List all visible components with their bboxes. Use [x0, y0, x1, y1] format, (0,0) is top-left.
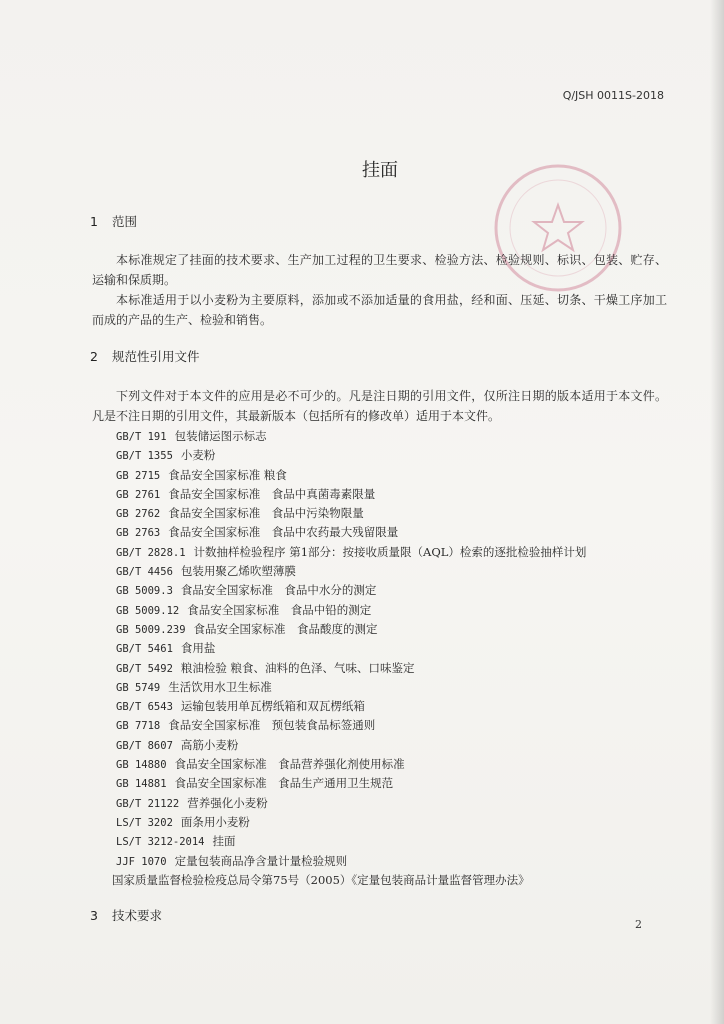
list-item [116, 543, 586, 562]
reference-code: GB 5749 [116, 681, 161, 694]
list-item [116, 697, 586, 716]
reference-title: 营养强化小麦粉 [187, 795, 268, 810]
list-item [112, 871, 586, 890]
reference-code: GB/T 21122 [116, 797, 180, 810]
list-item [116, 678, 586, 697]
reference-code: GB/T 4456 [116, 566, 173, 579]
reference-title: 定量包装商品净含量计量检验规则 [174, 853, 348, 868]
list-item [116, 794, 586, 813]
reference-code: GB 2715 [116, 469, 161, 482]
list-item [116, 774, 586, 793]
reference-code: GB/T 5492 [116, 662, 173, 675]
reference-list [112, 427, 587, 890]
reference-code: GB/T 8607 [116, 739, 173, 752]
reference-code: LS/T 3212-2014 [116, 836, 205, 849]
list-item [116, 852, 586, 871]
reference-title: 食品安全国家标准 食品中真菌毒素限量 [168, 486, 376, 501]
reference-title: 面条用小麦粉 [180, 814, 250, 829]
reference-code: GB 5009.12 [116, 604, 180, 617]
list-item [116, 523, 586, 542]
reference-title: 食品安全国家标准 食品中污染物限量 [168, 506, 364, 521]
list-item [116, 620, 586, 639]
reference-title: 食品安全国家标准 食品中农药最大残留限量 [168, 525, 399, 540]
list-item [116, 813, 586, 832]
scope-paragraph-1: 本标准规定了挂面的技术要求、生产加工过程的卫生要求、检验方法、检验规则、标识、包装、贮存、运输和保质期。 [92, 253, 667, 287]
reference-title: 挂面 [212, 834, 236, 849]
list-item [116, 562, 586, 581]
reference-title: 高筋小麦粉 [180, 737, 239, 752]
reference-title: 食用盐 [180, 641, 216, 656]
list-item [116, 639, 586, 658]
reference-code: GB 2761 [116, 488, 161, 501]
scan-edge-shadow [710, 0, 724, 1024]
reference-title: 食品安全国家标准 食品酸度的测定 [193, 621, 378, 636]
reference-title: 食品安全国家标准 食品中水分的测定 [180, 583, 377, 598]
list-item [116, 485, 586, 504]
list-item [116, 736, 586, 755]
reference-title: 国家质量监督检验检疫总局令第75号（2005）《定量包装商品计量监督管理办法》 [112, 872, 530, 887]
reference-code: GB 2762 [116, 508, 161, 521]
list-item [116, 581, 586, 600]
reference-title: 运输包装用单瓦楞纸箱和双瓦楞纸箱 [180, 699, 365, 714]
reference-code: GB 14880 [116, 759, 167, 772]
reference-code: GB/T 1355 [116, 450, 173, 463]
reference-code: GB 7718 [116, 720, 161, 733]
scope-paragraph-2: 本标准适用于以小麦粉为主要原料，添加或不添加适量的食用盐，经和面、压延、切条、干燥工序加工而成的产品的生产、检验和销售。 [92, 293, 667, 327]
reference-code: GB/T 2828.1 [116, 546, 186, 559]
section-heading-normative-references [90, 347, 200, 365]
section-heading-scope [90, 212, 137, 230]
reference-code: GB 5009.239 [116, 623, 186, 636]
reference-title: 小麦粉 [180, 448, 216, 463]
section-title: 技术要求 [112, 908, 163, 923]
reference-title: 生活饮用水卫生标准 [168, 679, 272, 694]
reference-title: 食品安全国家标准 粮食 [168, 467, 287, 482]
list-item [116, 446, 586, 465]
reference-code: GB/T 191 [116, 431, 167, 443]
section-number: 3 [90, 908, 98, 923]
list-item [116, 601, 586, 620]
reference-title: 食品安全国家标准 食品生产通用卫生规范 [174, 776, 394, 791]
reference-code: GB 14881 [116, 778, 167, 791]
section-number: 2 [90, 349, 98, 364]
reference-title: 包装用聚乙烯吹塑薄膜 [180, 564, 296, 579]
reference-code: GB/T 6543 [116, 701, 173, 714]
section-heading-technical-requirements [90, 906, 162, 924]
reference-code: GB/T 5461 [116, 643, 173, 656]
list-item [116, 427, 586, 446]
reference-code: GB 5009.3 [116, 585, 173, 598]
list-item [116, 504, 586, 523]
reference-code: GB 2763 [116, 527, 161, 540]
reference-code: LS/T 3202 [116, 816, 173, 829]
reference-title: 食品安全国家标准 预包装食品标签通则 [168, 718, 376, 733]
section-number: 1 [90, 214, 98, 229]
section-title: 规范性引用文件 [112, 349, 200, 364]
reference-title: 包装储运图示标志 [174, 429, 267, 443]
list-item [116, 716, 586, 735]
list-item [116, 466, 586, 485]
section-title: 范围 [112, 214, 138, 229]
page-number: 2 [635, 918, 642, 931]
reference-code: JJF 1070 [116, 855, 167, 868]
list-item [116, 755, 586, 774]
references-intro: 下列文件对于本文件的应用是必不可少的。凡是注日期的引用文件，仅所注日期的版本适用于本文件。凡是不注日期的引用文件，其最新版本（包括所有的修改单）适用于本文件。 [92, 389, 667, 423]
list-item [116, 659, 586, 678]
document-title: 挂面 [362, 160, 398, 181]
reference-title: 粮油检验 粮食、油料的色泽、气味、口味鉴定 [180, 660, 415, 675]
reference-title: 食品安全国家标准 食品营养强化剂使用标准 [174, 757, 405, 772]
standard-code: Q/JSH 0011S-2018 [562, 89, 664, 102]
reference-title: 食品安全国家标准 食品中铅的测定 [187, 602, 372, 617]
list-item [116, 832, 586, 851]
reference-title: 计数抽样检验程序 第1部分：按接收质量限（AQL）检索的逐批检验抽样计划 [193, 544, 587, 559]
